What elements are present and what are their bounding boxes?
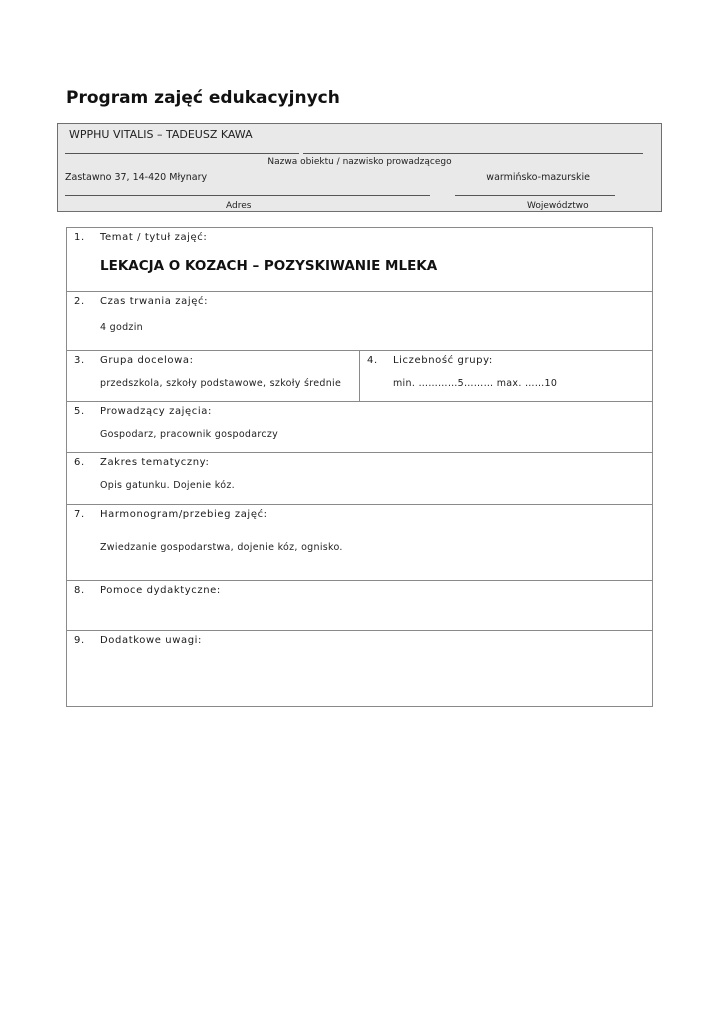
divider-line: [303, 153, 643, 154]
row-number: 3.: [74, 355, 85, 366]
row-scope: [67, 453, 652, 505]
company-name: WPPHU VITALIS – TADEUSZ KAWA: [69, 128, 253, 141]
column-divider: [359, 351, 360, 401]
program-form-table: [66, 227, 653, 707]
teaching-aids-label: Pomoce dydaktyczne:: [100, 585, 221, 596]
row-number: 8.: [74, 585, 85, 596]
group-size-value: min. …………5……… max. ……10: [393, 378, 558, 389]
row-number: 6.: [74, 457, 85, 468]
topic-label: Temat / tytuł zajęć:: [100, 232, 208, 243]
target-group-value: przedszkola, szkoły podstawowe, szkoły średnie: [100, 378, 342, 389]
row-teaching-aids: [67, 581, 652, 631]
row-duration: [67, 292, 652, 351]
row-number: 9.: [74, 635, 85, 646]
object-header-box: [57, 123, 662, 212]
row-number: 4.: [367, 355, 378, 366]
schedule-value: Zwiedzanie gospodarstwa, dojenie kóz, ognisko.: [100, 542, 343, 553]
row-number: 7.: [74, 509, 85, 520]
target-group-label: Grupa docelowa:: [100, 355, 194, 366]
object-label: Nazwa obiektu / nazwisko prowadzącego: [267, 157, 452, 167]
row-number: 1.: [74, 232, 85, 243]
schedule-label: Harmonogram/przebieg zajęć:: [100, 509, 268, 520]
scope-value: Opis gatunku. Dojenie kóz.: [100, 480, 235, 491]
page-title: Program zajęć edukacyjnych: [66, 88, 340, 108]
row-notes: [67, 631, 652, 706]
divider-line: [65, 195, 430, 196]
notes-label: Dodatkowe uwagi:: [100, 635, 203, 646]
topic-value: LEKACJA O KOZACH – POZYSKIWANIE MLEKA: [100, 258, 438, 274]
row-group: [67, 351, 652, 402]
scope-label: Zakres tematyczny:: [100, 457, 210, 468]
divider-line: [65, 153, 299, 154]
divider-line: [455, 195, 615, 196]
row-instructor: [67, 402, 652, 453]
instructor-value: Gospodarz, pracownik gospodarczy: [100, 429, 279, 440]
row-number: 2.: [74, 296, 85, 307]
duration-label: Czas trwania zajęć:: [100, 296, 209, 307]
row-schedule: [67, 505, 652, 581]
duration-value: 4 godzin: [100, 322, 143, 333]
group-size-label: Liczebność grupy:: [393, 355, 493, 366]
row-number: 5.: [74, 406, 85, 417]
instructor-label: Prowadzący zajęcia:: [100, 406, 212, 417]
address-value: Zastawno 37, 14-420 Młynary: [65, 172, 208, 183]
region-label: Województwo: [527, 201, 589, 211]
region-value: warmińsko-mazurskie: [486, 172, 590, 183]
row-topic: [67, 228, 652, 292]
address-label: Adres: [226, 201, 252, 211]
